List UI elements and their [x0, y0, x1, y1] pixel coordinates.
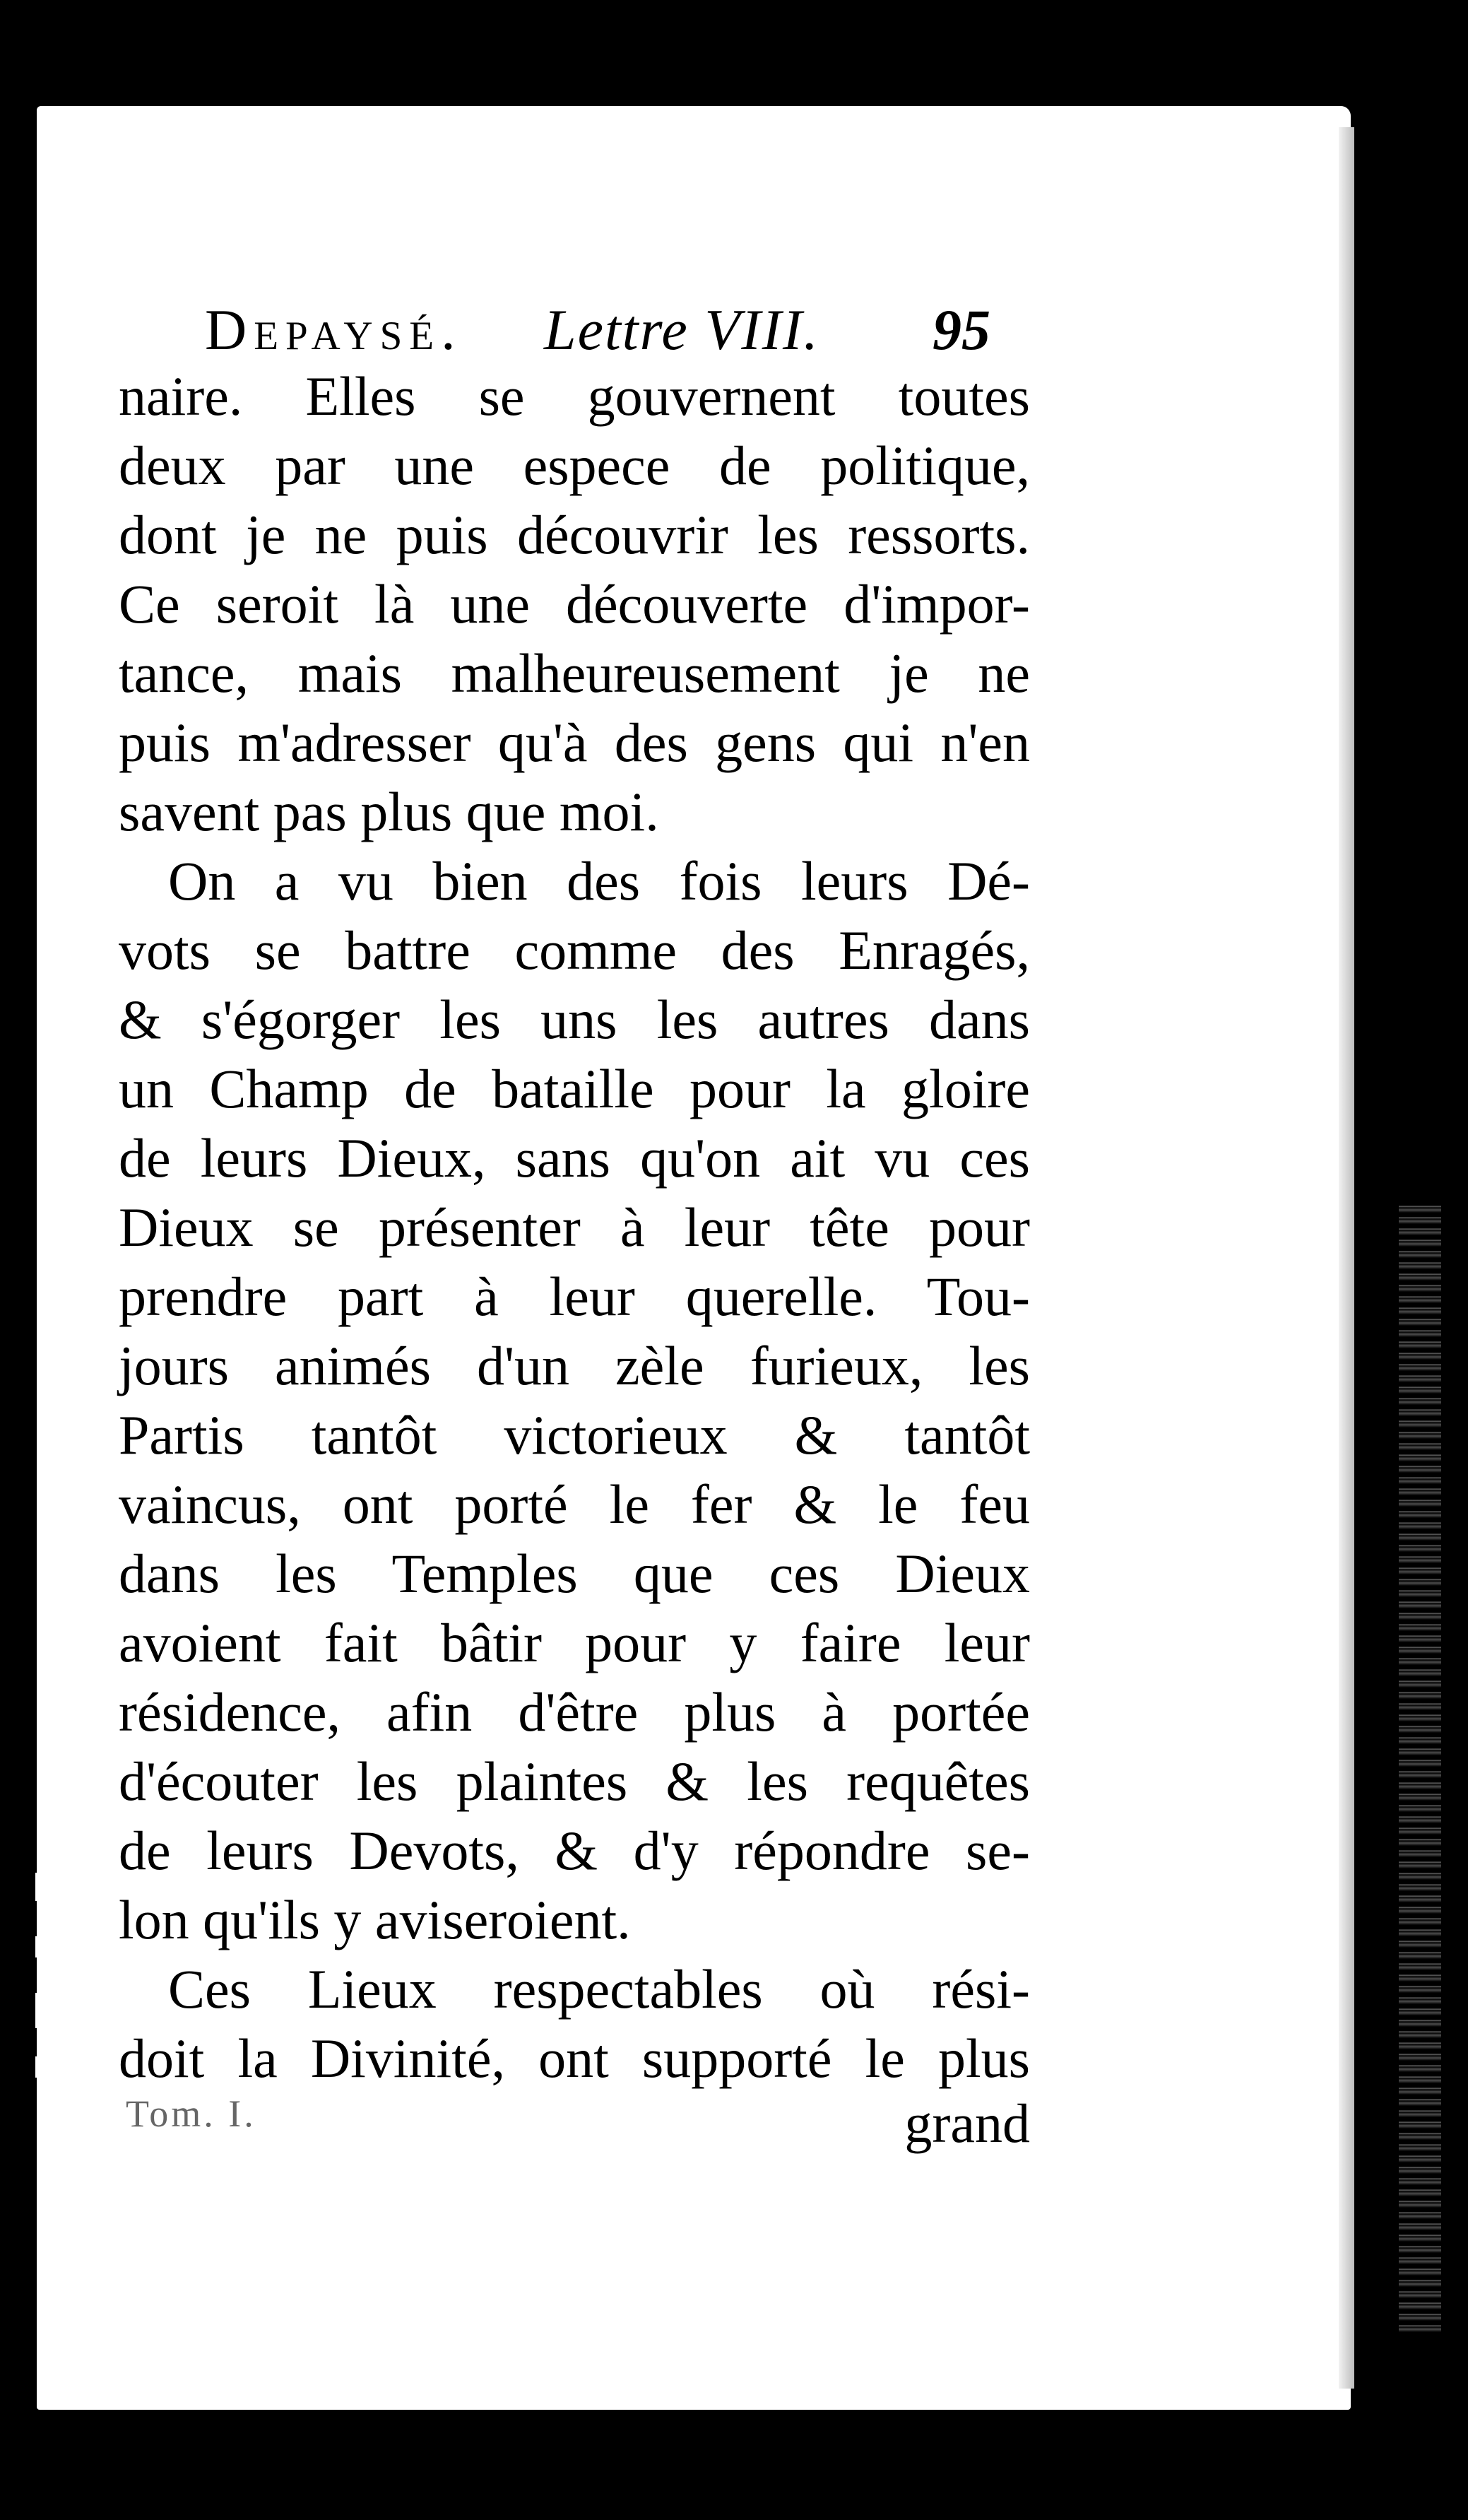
- text-line: & s'égorger les uns les autres dans: [119, 989, 1030, 1050]
- scan-edge-noise: [1399, 1201, 1441, 2332]
- text-line: Ce seroit là une découverte d'impor-: [119, 573, 1030, 635]
- text-line: d'écouter les plaintes & les requêtes: [119, 1750, 1030, 1812]
- text-line: savent pas plus que moi.: [119, 781, 659, 842]
- text-line: vaincus, ont porté le fer & le feu: [119, 1473, 1030, 1535]
- text-line: Ces Lieux respectables où rési-: [168, 1958, 1030, 2020]
- page-number: 95: [933, 298, 990, 362]
- running-title: Depaysé.: [205, 298, 463, 362]
- body-text: [119, 362, 1030, 2093]
- text-line: résidence, afin d'être plus à portée: [119, 1681, 1030, 1743]
- text-line: dans les Temples que ces Dieux: [119, 1543, 1030, 1604]
- text-line: On a vu bien des fois leurs Dé-: [168, 850, 1030, 912]
- page-edge: [1339, 127, 1354, 2389]
- text-line: dont je ne puis découvrir les ressorts.: [119, 504, 1030, 565]
- text-line: naire. Elles se gouvernent toutes: [119, 365, 1030, 427]
- text-line: lon qu'ils y aviseroient.: [119, 1889, 631, 1950]
- text-line: Partis tantôt victorieux & tantôt: [119, 1404, 1030, 1466]
- text-line: prendre part à leur querelle. Tou-: [119, 1266, 1030, 1327]
- text-line: doit la Divinité, ont supporté le plus: [119, 2027, 1030, 2089]
- text-line: jours animés d'un zèle furieux, les: [119, 1335, 1030, 1396]
- signature-mark: Tom. I.: [126, 2092, 256, 2135]
- text-line: avoient fait bâtir pour y faire leur: [119, 1612, 1030, 1673]
- page-footer: [119, 2092, 1030, 2161]
- letter-number: Lettre VIII.: [544, 298, 819, 362]
- text-line: deux par une espece de politique,: [119, 435, 1030, 496]
- running-header: [205, 297, 1017, 360]
- text-line: puis m'adresser qu'à des gens qui n'en: [119, 712, 1030, 773]
- text-line: un Champ de bataille pour la gloire: [119, 1058, 1030, 1119]
- text-line: Dieux se présenter à leur tête pour: [119, 1196, 1030, 1258]
- text-line: de leurs Dieux, sans qu'on ait vu ces: [119, 1127, 1030, 1189]
- catchword: grand: [904, 2092, 1030, 2154]
- text-line: tance, mais malheureusement je ne: [119, 642, 1030, 704]
- text-line: vots se battre comme des Enragés,: [119, 919, 1030, 981]
- text-line: de leurs Devots, & d'y répondre se-: [119, 1820, 1030, 1881]
